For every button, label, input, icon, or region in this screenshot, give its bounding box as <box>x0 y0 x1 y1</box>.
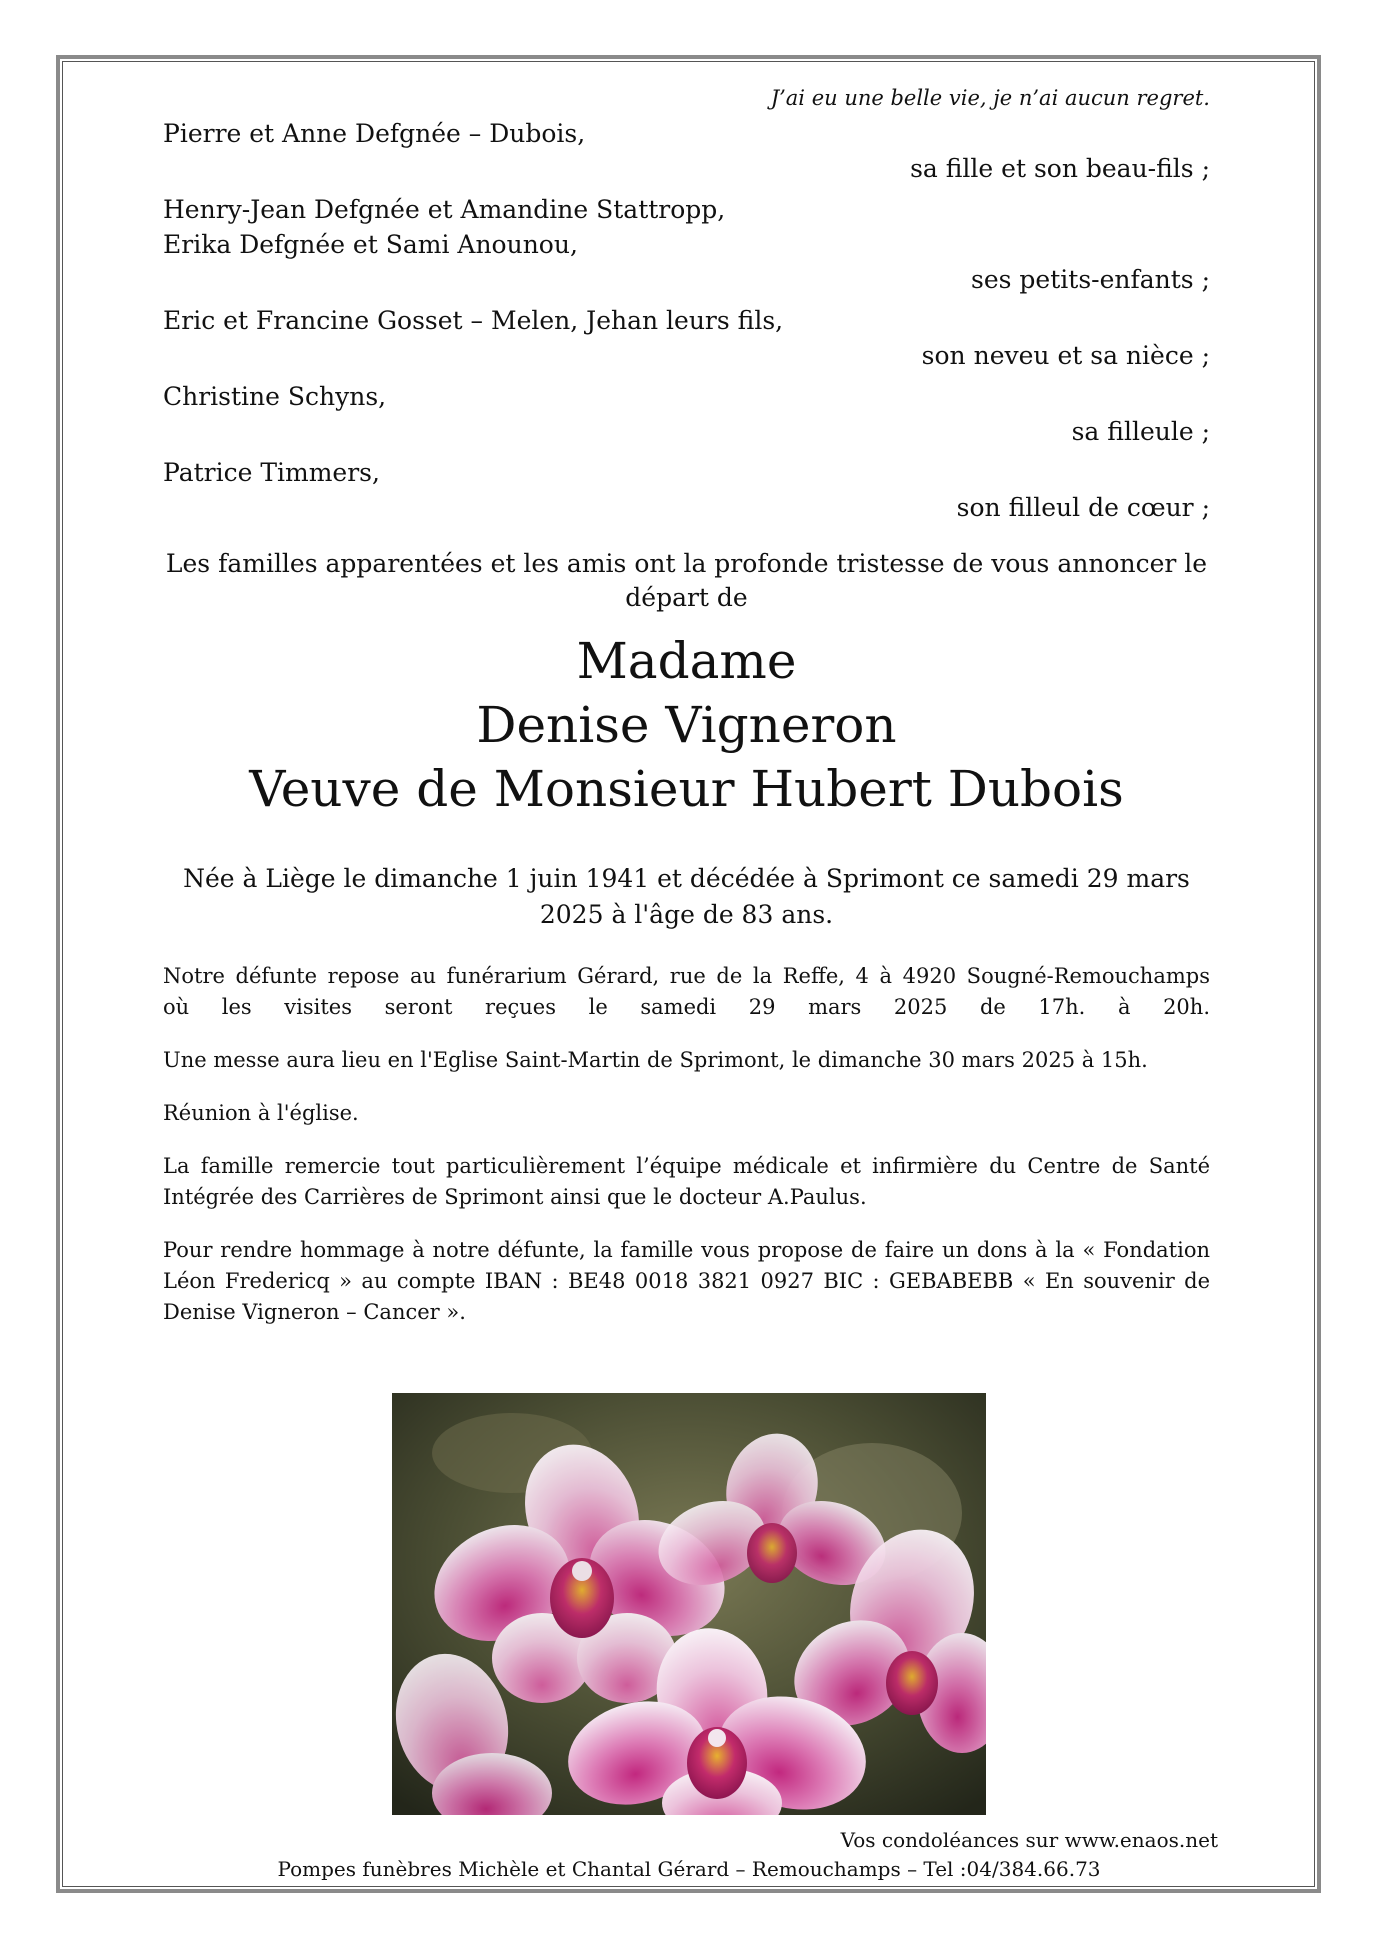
family-list <box>163 116 1210 525</box>
birth-line-2: 2025 à l'âge de 83 ans. <box>539 900 834 929</box>
family-relation: son neveu et sa nièce ; <box>921 341 1210 370</box>
deceased-title: Madame <box>576 632 797 690</box>
family-relation: sa filleule ; <box>1071 417 1210 446</box>
family-names: Christine Schyns, <box>163 382 387 411</box>
deceased-widow-of: Veuve de Monsieur Hubert Dubois <box>249 760 1124 818</box>
announcement-line-1: Les familles apparentées et les amis ont la profonde tristesse de vous annoncer le <box>165 549 1208 578</box>
funeral-home-footer: Pompes funèbres Michèle et Chantal Gérard – Remouchamps – Tel :04/384.66.73 <box>277 1857 1101 1881</box>
deceased-name: Denise Vigneron <box>476 696 897 754</box>
family-names: Erika Defgnée et Sami Anounou, <box>163 230 578 259</box>
thanks-paragraph: La famille remercie tout particulièrement l’équipe médicale et infirmière du Centre de Santé Intégrée des Carrières de Sprimont ainsi que le docteur A.Paulus. <box>163 1154 1210 1209</box>
condolences-website: Vos condoléances sur www.enaos.net <box>840 1828 1218 1852</box>
announcement-line-2: départ de <box>625 583 748 612</box>
orchid-photo <box>392 1393 986 1815</box>
announcement <box>163 547 1210 615</box>
obituary-content <box>163 80 1210 1328</box>
family-names: Patrice Timmers, <box>163 458 380 487</box>
epigraph-quote: J’ai eu une belle vie, je n’ai aucun regret. <box>770 86 1210 110</box>
family-names: Henry-Jean Defgnée et Amandine Stattropp, <box>163 195 726 224</box>
family-relation: son filleul de cœur ; <box>956 493 1210 522</box>
funerarium-line-1: Notre défunte repose au funérarium Gérard, rue de la Reffe, 4 à 4920 Sougné-Remouchamps <box>163 964 1210 988</box>
funerarium-line-2: où les visites seront reçues le samedi 29 mars 2025 de 17h. à 20h. <box>163 995 1210 1019</box>
funerarium-paragraph <box>163 961 1210 1023</box>
donation-paragraph: Pour rendre hommage à notre défunte, la famille vous propose de faire un dons à la « Fondation Léon Fredericq » au compte IBAN : BE48 0018 3821 0927 BIC : GEBABEBB « En souvenir de Denise Vigneron – Cancer ». <box>163 1238 1210 1324</box>
birth-death-info <box>163 861 1210 933</box>
reunion-paragraph: Réunion à l'église. <box>163 1101 359 1125</box>
family-names: Eric et Francine Gosset – Melen, Jehan leurs fils, <box>163 306 784 335</box>
mass-paragraph: Une messe aura lieu en l'Eglise Saint-Martin de Sprimont, le dimanche 30 mars 2025 à 15h. <box>163 1048 1148 1072</box>
family-names: Pierre et Anne Defgnée – Dubois, <box>163 119 586 148</box>
family-relation: sa fille et son beau-fils ; <box>910 154 1210 183</box>
birth-line-1: Née à Liège le dimanche 1 juin 1941 et décédée à Sprimont ce samedi 29 mars <box>183 864 1190 893</box>
family-relation: ses petits-enfants ; <box>971 265 1210 294</box>
